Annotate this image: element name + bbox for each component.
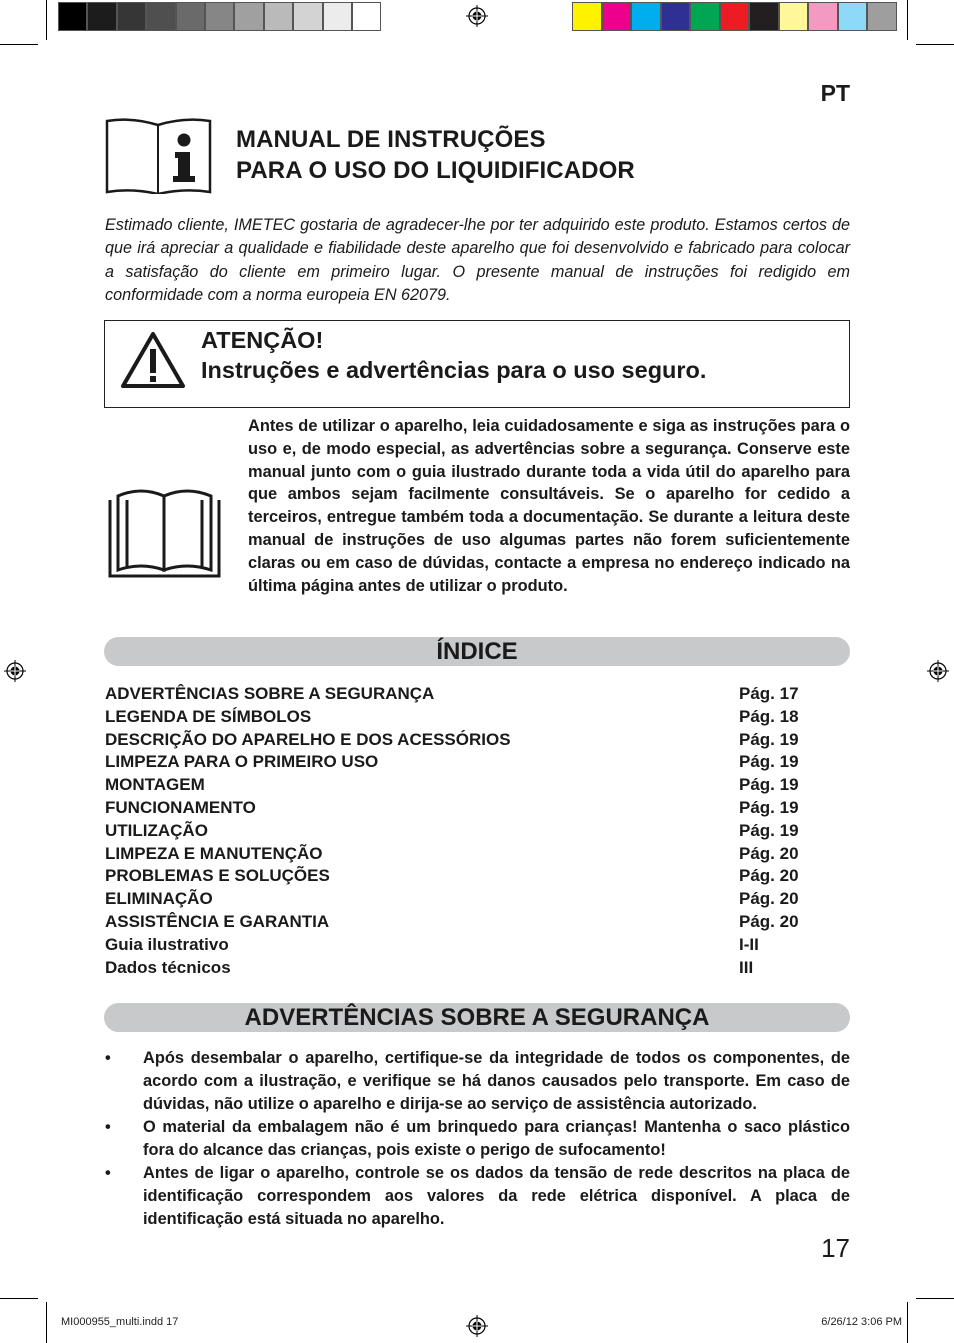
bullet-text: Após desembalar o aparelho, certifique-se da integridade de todos os componentes, de acordo com a ilustração, e verifique se há danos causados pelo transporte. Em caso de dúvidas, não utilize o aparelho e dirija-se ao serviço de assistência autorizado.: [143, 1049, 850, 1113]
safety-heading: ADVERTÊNCIAS SOBRE A SEGURANÇA: [244, 1004, 710, 1031]
toc-row: [105, 797, 850, 820]
intro-paragraph: Estimado cliente, IMETEC gostaria de agradecer-lhe por ter adquirido este produto. Estamos certos de que irá apreciar a qualidade e fiabilidade deste aparelho que foi desenvolvido e fabricado para colocar a satisfação do cliente em primeiro lugar. O presente manual de instruções foi redigido em conformidade com a norma europeia EN 62079.: [105, 216, 850, 304]
toc-page: Pág. 19: [739, 775, 799, 795]
toc-page: III: [739, 957, 754, 977]
toc-page: Pág. 18: [739, 706, 799, 726]
safety-bullet-item: [105, 1047, 850, 1116]
toc-page: Pág. 20: [739, 866, 799, 886]
crop-mark: [46, 1302, 47, 1343]
color-swatch: [631, 2, 661, 31]
color-swatch: [720, 2, 750, 31]
safety-heading-bar: [104, 1003, 850, 1032]
toc-label: MONTAGEM: [105, 775, 205, 795]
registration-mark-icon: [466, 1315, 488, 1337]
toc-page: I-II: [739, 934, 759, 954]
registration-mark-icon: [466, 5, 488, 27]
toc-label: DESCRIÇÃO DO APARELHO E DOS ACESSÓRIOS: [105, 729, 511, 749]
open-book-icon: [107, 486, 222, 578]
slug-date: 6/26/12 3:06 PM: [821, 1316, 902, 1328]
gray-swatch: [264, 2, 293, 31]
toc-page: Pág. 19: [739, 752, 799, 772]
toc-page: Pág. 19: [739, 797, 799, 817]
bullet-dot: •: [105, 1118, 111, 1136]
toc-row: [105, 729, 850, 752]
warning-subtitle: Instruções e advertências para o uso seguro.: [201, 357, 707, 383]
gray-swatch: [352, 2, 381, 31]
color-swatch: [690, 2, 720, 31]
crop-mark: [0, 44, 38, 45]
gray-swatch: [117, 2, 146, 31]
gray-swatch: [293, 2, 322, 31]
gray-swatch: [58, 2, 87, 31]
toc-label: FUNCIONAMENTO: [105, 797, 256, 817]
toc-label: UTILIZAÇÃO: [105, 820, 208, 840]
bullet-text: Antes de ligar o aparelho, controle se os dados da tensão de rede descritos na placa de identificação correspondem aos valores da rede elétrica disponível. A placa de identificação está situada no aparelho.: [143, 1164, 850, 1228]
crop-mark: [907, 1302, 908, 1343]
gray-swatch: [146, 2, 175, 31]
registration-mark-icon: [927, 660, 949, 682]
notice-paragraph: Antes de utilizar o aparelho, leia cuidadosamente e siga as instruções para o uso e, de modo especial, as advertências sobre a segurança. Conserve este manual junto com o guia ilustrado durante toda a vida útil do aparelho para que ambos sejam facilmente consultáveis. Se o aparelho for cedido a terceiros, entregue também toda a documentação. Se durante a leitura deste manual de instruções de uso algumas partes não forem suficientemente claras ou em caso de dúvidas, contacte a empresa no endereço indicado na última página antes de utilizar o produto.: [248, 417, 850, 595]
toc-label: PROBLEMAS E SOLUÇÕES: [105, 866, 330, 886]
color-swatch: [867, 2, 897, 31]
toc-row: [105, 683, 850, 706]
toc-label: LIMPEZA PARA O PRIMEIRO USO: [105, 752, 379, 772]
crop-mark: [0, 1298, 38, 1299]
toc-row: [105, 843, 850, 866]
toc-page: Pág. 19: [739, 820, 799, 840]
crop-mark: [916, 1298, 954, 1299]
gray-swatch: [323, 2, 352, 31]
color-swatch: [808, 2, 838, 31]
gray-swatch: [234, 2, 263, 31]
toc-label: ADVERTÊNCIAS SOBRE A SEGURANÇA: [105, 684, 435, 703]
safety-bullet-list: [105, 1047, 850, 1231]
toc-row: [105, 957, 850, 980]
bullet-dot: •: [105, 1049, 111, 1067]
toc-page: Pág. 19: [739, 729, 799, 749]
toc-row: [105, 751, 850, 774]
crop-mark: [916, 44, 954, 45]
toc-label: Dados técnicos: [105, 957, 231, 977]
toc-row: [105, 820, 850, 843]
color-swatch: [779, 2, 809, 31]
toc-page: Pág. 20: [739, 843, 799, 863]
toc-page: Pág. 20: [739, 889, 799, 909]
toc-row: [105, 934, 850, 957]
crop-mark: [907, 0, 908, 40]
manual-title: [236, 124, 635, 186]
toc-label: LIMPEZA E MANUTENÇÃO: [105, 843, 323, 863]
info-manual-icon: [105, 118, 212, 194]
toc-page: Pág. 20: [739, 911, 799, 931]
slug-filename: MI000955_multi.indd 17: [61, 1316, 179, 1328]
color-swatch: [661, 2, 691, 31]
toc-row: [105, 911, 850, 934]
warning-triangle-icon: [119, 330, 187, 390]
toc-page: Pág. 17: [739, 684, 799, 703]
warning-title: ATENÇÃO!: [201, 327, 324, 353]
toc-row: [105, 706, 850, 729]
title-line-2: PARA O USO DO LIQUIDIFICADOR: [236, 157, 635, 184]
gray-swatch: [205, 2, 234, 31]
safety-bullet-item: [105, 1116, 850, 1162]
gray-swatch: [87, 2, 116, 31]
registration-mark-icon: [4, 660, 26, 682]
index-heading: ÍNDICE: [436, 638, 518, 665]
language-code: PT: [820, 80, 850, 106]
toc-row: [105, 774, 850, 797]
color-swatch: [602, 2, 632, 31]
table-of-contents: [105, 683, 850, 979]
page-number: 17: [821, 1233, 850, 1263]
toc-row: [105, 888, 850, 911]
bullet-text: O material da embalagem não é um brinquedo para crianças! Mantenha o saco plástico fora do alcance das crianças, pois existe o perigo de sufocamento!: [143, 1118, 850, 1159]
gray-swatch: [176, 2, 205, 31]
toc-label: ELIMINAÇÃO: [105, 889, 213, 909]
toc-row: [105, 865, 850, 888]
color-swatch: [749, 2, 779, 31]
index-heading-bar: [104, 637, 850, 666]
toc-label: ASSISTÊNCIA E GARANTIA: [105, 911, 330, 931]
safety-bullet-item: [105, 1162, 850, 1231]
warning-heading: [201, 325, 706, 385]
crop-mark: [46, 0, 47, 40]
toc-label: LEGENDA DE SÍMBOLOS: [105, 706, 312, 726]
color-swatch: [838, 2, 868, 31]
toc-label: Guia ilustrativo: [105, 934, 229, 954]
color-swatch: [572, 2, 602, 31]
bullet-dot: •: [105, 1164, 111, 1182]
title-line-1: MANUAL DE INSTRUÇÕES: [236, 126, 546, 153]
